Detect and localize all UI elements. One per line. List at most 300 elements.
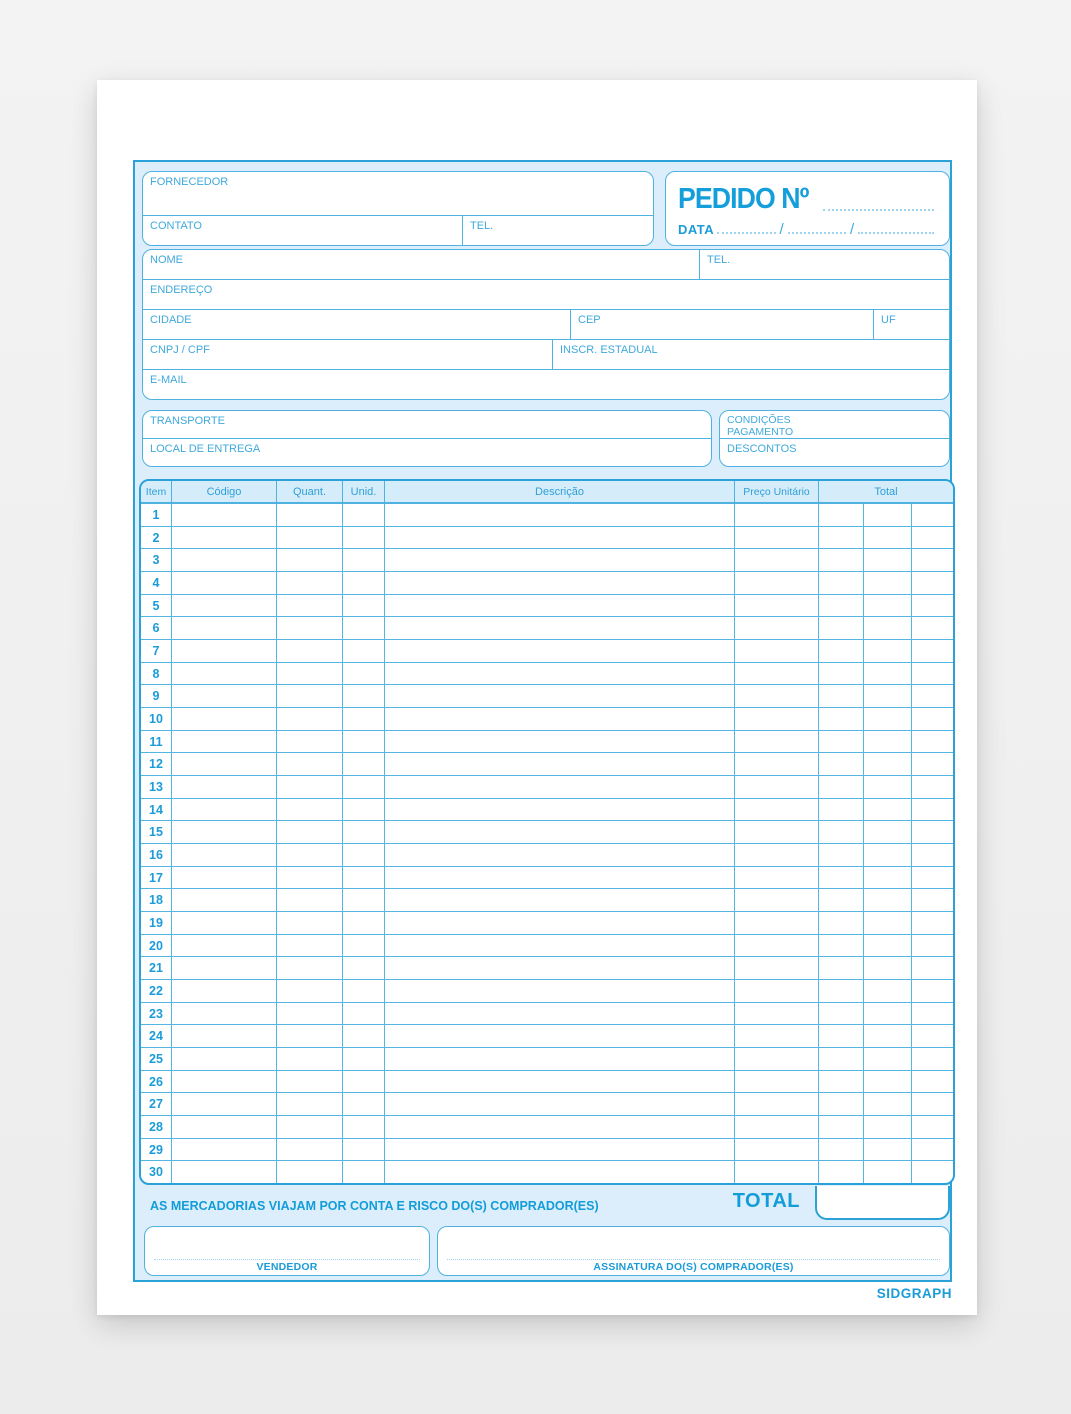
- cnpj-cpf-field: [143, 340, 553, 369]
- empty-item-cell: [735, 1071, 819, 1093]
- empty-item-cell: [912, 821, 953, 843]
- row-number-cell: 23: [141, 1003, 172, 1025]
- empty-item-cell: [912, 504, 953, 526]
- empty-item-cell: [385, 844, 735, 866]
- table-row: [141, 980, 953, 1003]
- row-number-cell: 21: [141, 957, 172, 979]
- empty-item-cell: [343, 1048, 385, 1070]
- empty-item-cell: [912, 640, 953, 662]
- empty-item-cell: [819, 731, 864, 753]
- empty-item-cell: [277, 867, 343, 889]
- empty-item-cell: [385, 753, 735, 775]
- empty-item-cell: [277, 776, 343, 798]
- empty-item-cell: [864, 1116, 912, 1138]
- empty-item-cell: [735, 1048, 819, 1070]
- items-table-body: [141, 504, 953, 1183]
- empty-item-cell: [819, 844, 864, 866]
- empty-item-cell: [277, 595, 343, 617]
- empty-item-cell: [385, 572, 735, 594]
- customer-row-5: [143, 370, 949, 399]
- condicoes-line1: CONDIÇÕES: [727, 414, 791, 426]
- empty-item-cell: [343, 1139, 385, 1161]
- row-number-cell: 12: [141, 753, 172, 775]
- empty-item-cell: [864, 980, 912, 1002]
- column-header-codigo: Código: [172, 481, 277, 502]
- empty-item-cell: [343, 572, 385, 594]
- empty-item-cell: [735, 753, 819, 775]
- empty-item-cell: [172, 572, 277, 594]
- empty-item-cell: [172, 731, 277, 753]
- empty-item-cell: [864, 844, 912, 866]
- empty-item-cell: [343, 799, 385, 821]
- column-header-total: Total: [874, 485, 898, 498]
- empty-item-cell: [343, 1025, 385, 1047]
- empty-item-cell: [343, 957, 385, 979]
- table-row: [141, 549, 953, 572]
- table-row: [141, 731, 953, 754]
- empty-item-cell: [819, 549, 864, 571]
- row-number-cell: 19: [141, 912, 172, 934]
- empty-item-cell: [819, 504, 864, 526]
- empty-item-cell: [912, 1093, 953, 1115]
- order-title-row: [678, 178, 937, 214]
- empty-item-cell: [735, 595, 819, 617]
- row-number-cell: 24: [141, 1025, 172, 1047]
- table-row: [141, 1025, 953, 1048]
- empty-item-cell: [819, 1025, 864, 1047]
- date-year-dotted-line: [858, 231, 934, 234]
- empty-item-cell: [912, 844, 953, 866]
- table-row: [141, 1048, 953, 1071]
- table-row: [141, 867, 953, 890]
- empty-item-cell: [385, 617, 735, 639]
- empty-item-cell: [819, 1139, 864, 1161]
- customer-row-2: [143, 280, 949, 310]
- data-label: DATA: [678, 222, 715, 237]
- empty-item-cell: [343, 617, 385, 639]
- empty-item-cell: [385, 957, 735, 979]
- row-number-cell: 8: [141, 663, 172, 685]
- row-number-cell: 16: [141, 844, 172, 866]
- row-number-cell: 9: [141, 685, 172, 707]
- empty-item-cell: [343, 1003, 385, 1025]
- empty-item-cell: [343, 889, 385, 911]
- empty-item-cell: [385, 640, 735, 662]
- empty-item-cell: [864, 708, 912, 730]
- empty-item-cell: [819, 935, 864, 957]
- empty-item-cell: [735, 957, 819, 979]
- row-number-cell: 2: [141, 527, 172, 549]
- row-number-cell: 20: [141, 935, 172, 957]
- empty-item-cell: [819, 572, 864, 594]
- table-row: [141, 1139, 953, 1162]
- empty-item-cell: [735, 549, 819, 571]
- total-label: TOTAL: [732, 1190, 800, 1212]
- vendedor-signature-box: [144, 1226, 430, 1276]
- empty-item-cell: [819, 889, 864, 911]
- empty-item-cell: [912, 867, 953, 889]
- empty-item-cell: [343, 867, 385, 889]
- empty-item-cell: [172, 1025, 277, 1047]
- email-field: [143, 370, 949, 399]
- row-number-cell: 29: [141, 1139, 172, 1161]
- column-header-unid: Unid.: [343, 481, 385, 502]
- empty-item-cell: [172, 912, 277, 934]
- empty-item-cell: [277, 685, 343, 707]
- descontos-label: DESCONTOS: [727, 443, 797, 456]
- empty-item-cell: [343, 504, 385, 526]
- date-month-dotted-line: [788, 231, 846, 234]
- payment-box: [719, 410, 950, 467]
- row-number-cell: 15: [141, 821, 172, 843]
- empty-item-cell: [277, 731, 343, 753]
- empty-item-cell: [343, 663, 385, 685]
- table-row: [141, 912, 953, 935]
- nome-label: NOME: [150, 254, 183, 266]
- condicoes-pagamento-label: [720, 411, 949, 438]
- empty-item-cell: [819, 685, 864, 707]
- empty-item-cell: [735, 708, 819, 730]
- empty-item-cell: [343, 1071, 385, 1093]
- empty-item-cell: [864, 685, 912, 707]
- local-entrega-field: [143, 439, 711, 466]
- table-row: [141, 1161, 953, 1183]
- empty-item-cell: [912, 1071, 953, 1093]
- empty-item-cell: [864, 776, 912, 798]
- empty-item-cell: [277, 663, 343, 685]
- table-row: [141, 640, 953, 663]
- customer-row-4: [143, 340, 949, 370]
- table-row: [141, 572, 953, 595]
- empty-item-cell: [343, 935, 385, 957]
- empty-item-cell: [912, 1116, 953, 1138]
- table-row: [141, 821, 953, 844]
- empty-item-cell: [385, 1003, 735, 1025]
- empty-item-cell: [385, 527, 735, 549]
- descontos-field: [720, 439, 949, 466]
- order-number-box: [665, 171, 950, 246]
- table-row: [141, 617, 953, 640]
- empty-item-cell: [912, 527, 953, 549]
- table-row: [141, 1116, 953, 1139]
- empty-item-cell: [819, 867, 864, 889]
- date-separator: /: [779, 221, 784, 238]
- empty-item-cell: [912, 708, 953, 730]
- empty-item-cell: [735, 1139, 819, 1161]
- empty-item-cell: [912, 753, 953, 775]
- empty-item-cell: [864, 640, 912, 662]
- cep-label: CEP: [578, 314, 601, 326]
- empty-item-cell: [277, 844, 343, 866]
- empty-item-cell: [912, 799, 953, 821]
- order-date-row: [678, 217, 937, 237]
- empty-item-cell: [864, 1048, 912, 1070]
- row-number-cell: 26: [141, 1071, 172, 1093]
- empty-item-cell: [864, 1093, 912, 1115]
- empty-item-cell: [912, 912, 953, 934]
- empty-item-cell: [912, 595, 953, 617]
- empty-item-cell: [172, 1139, 277, 1161]
- empty-item-cell: [819, 1116, 864, 1138]
- contato-field: [143, 216, 463, 245]
- empty-item-cell: [912, 776, 953, 798]
- comprador-signature-line: [447, 1259, 940, 1260]
- column-header-preco-unitario: Preço Unitário: [735, 481, 819, 502]
- empty-item-cell: [912, 935, 953, 957]
- inscr-estadual-field: [553, 340, 949, 369]
- empty-item-cell: [385, 1139, 735, 1161]
- row-number-cell: 30: [141, 1161, 172, 1183]
- fornecedor-label: FORNECEDOR: [150, 176, 229, 188]
- empty-item-cell: [172, 844, 277, 866]
- table-row: [141, 527, 953, 550]
- empty-item-cell: [343, 685, 385, 707]
- empty-item-cell: [912, 617, 953, 639]
- empty-item-cell: [819, 753, 864, 775]
- row-number-cell: 7: [141, 640, 172, 662]
- empty-item-cell: [819, 799, 864, 821]
- empty-item-cell: [819, 776, 864, 798]
- empty-item-cell: [277, 617, 343, 639]
- empty-item-cell: [735, 504, 819, 526]
- empty-item-cell: [343, 640, 385, 662]
- empty-item-cell: [819, 617, 864, 639]
- empty-item-cell: [819, 640, 864, 662]
- empty-item-cell: [864, 595, 912, 617]
- empty-item-cell: [172, 980, 277, 1002]
- empty-item-cell: [277, 1093, 343, 1115]
- cep-field: [571, 310, 874, 339]
- column-header-quant: Quant.: [277, 481, 343, 502]
- customer-tel-field: [700, 250, 949, 279]
- empty-item-cell: [735, 844, 819, 866]
- empty-item-cell: [912, 572, 953, 594]
- uf-label: UF: [881, 314, 896, 326]
- empty-item-cell: [735, 663, 819, 685]
- empty-item-cell: [277, 549, 343, 571]
- table-row: [141, 957, 953, 980]
- items-table: [139, 479, 955, 1185]
- uf-field: [874, 310, 949, 339]
- supplier-tel-label: TEL.: [470, 220, 494, 232]
- empty-item-cell: [277, 1003, 343, 1025]
- empty-item-cell: [277, 1116, 343, 1138]
- empty-item-cell: [343, 1093, 385, 1115]
- empty-item-cell: [172, 1161, 277, 1183]
- order-number-dotted-line: [823, 208, 934, 211]
- table-row: [141, 1003, 953, 1026]
- empty-item-cell: [864, 867, 912, 889]
- empty-item-cell: [172, 663, 277, 685]
- empty-item-cell: [385, 776, 735, 798]
- empty-item-cell: [385, 504, 735, 526]
- table-row: [141, 935, 953, 958]
- empty-item-cell: [819, 663, 864, 685]
- row-number-cell: 25: [141, 1048, 172, 1070]
- empty-item-cell: [277, 912, 343, 934]
- empty-item-cell: [735, 867, 819, 889]
- nome-field: [143, 250, 700, 279]
- empty-item-cell: [864, 663, 912, 685]
- transporte-label: TRANSPORTE: [150, 415, 225, 427]
- table-row: [141, 595, 953, 618]
- empty-item-cell: [912, 731, 953, 753]
- row-number-cell: 14: [141, 799, 172, 821]
- goods-notice-text: AS MERCADORIAS VIAJAM POR CONTA E RISCO DO(S) COMPRADOR(ES): [150, 1199, 599, 1213]
- empty-item-cell: [864, 572, 912, 594]
- empty-item-cell: [735, 640, 819, 662]
- empty-item-cell: [385, 663, 735, 685]
- empty-item-cell: [864, 799, 912, 821]
- empty-item-cell: [277, 935, 343, 957]
- empty-item-cell: [385, 980, 735, 1002]
- empty-item-cell: [172, 821, 277, 843]
- vendedor-signature-line: [154, 1259, 420, 1260]
- transporte-field: [143, 411, 711, 439]
- empty-item-cell: [735, 731, 819, 753]
- empty-item-cell: [172, 549, 277, 571]
- transport-box: [142, 410, 712, 467]
- empty-item-cell: [385, 731, 735, 753]
- row-number-cell: 11: [141, 731, 172, 753]
- empty-item-cell: [912, 980, 953, 1002]
- empty-item-cell: [277, 1071, 343, 1093]
- empty-item-cell: [819, 1071, 864, 1093]
- empty-item-cell: [819, 1161, 864, 1183]
- empty-item-cell: [735, 799, 819, 821]
- table-row: [141, 1071, 953, 1094]
- row-number-cell: 1: [141, 504, 172, 526]
- empty-item-cell: [912, 1003, 953, 1025]
- empty-item-cell: [385, 685, 735, 707]
- empty-item-cell: [819, 821, 864, 843]
- customer-row-1: [143, 250, 949, 280]
- row-number-cell: 6: [141, 617, 172, 639]
- row-number-cell: 17: [141, 867, 172, 889]
- local-entrega-label: LOCAL DE ENTREGA: [150, 443, 261, 455]
- empty-item-cell: [277, 708, 343, 730]
- empty-item-cell: [343, 753, 385, 775]
- cnpj-cpf-label: CNPJ / CPF: [150, 344, 210, 356]
- empty-item-cell: [912, 889, 953, 911]
- table-row: [141, 663, 953, 686]
- empty-item-cell: [277, 1139, 343, 1161]
- column-header-descricao: Descrição: [385, 481, 735, 502]
- empty-item-cell: [819, 957, 864, 979]
- date-day-dotted-line: [717, 231, 775, 234]
- empty-item-cell: [343, 595, 385, 617]
- row-number-cell: 3: [141, 549, 172, 571]
- fornecedor-field: [143, 172, 653, 216]
- empty-item-cell: [172, 753, 277, 775]
- empty-item-cell: [864, 889, 912, 911]
- empty-item-cell: [912, 1048, 953, 1070]
- empty-item-cell: [735, 1025, 819, 1047]
- items-table-header: [141, 481, 953, 504]
- empty-item-cell: [864, 617, 912, 639]
- empty-item-cell: [277, 980, 343, 1002]
- row-number-cell: 18: [141, 889, 172, 911]
- empty-item-cell: [912, 663, 953, 685]
- empty-item-cell: [864, 1003, 912, 1025]
- empty-item-cell: [385, 912, 735, 934]
- empty-item-cell: [735, 617, 819, 639]
- empty-item-cell: [735, 935, 819, 957]
- empty-item-cell: [172, 1048, 277, 1070]
- inscr-estadual-label: INSCR. ESTADUAL: [560, 344, 658, 356]
- empty-item-cell: [277, 753, 343, 775]
- empty-item-cell: [864, 731, 912, 753]
- empty-item-cell: [343, 844, 385, 866]
- empty-item-cell: [385, 708, 735, 730]
- empty-item-cell: [735, 527, 819, 549]
- empty-item-cell: [385, 1161, 735, 1183]
- empty-item-cell: [385, 1093, 735, 1115]
- empty-item-cell: [735, 685, 819, 707]
- empty-item-cell: [819, 1003, 864, 1025]
- order-title: PEDIDO Nº: [678, 183, 809, 215]
- empty-item-cell: [912, 549, 953, 571]
- empty-item-cell: [385, 1048, 735, 1070]
- date-separator: /: [850, 221, 855, 238]
- empty-item-cell: [864, 504, 912, 526]
- empty-item-cell: [735, 980, 819, 1002]
- empty-item-cell: [172, 527, 277, 549]
- empty-item-cell: [277, 799, 343, 821]
- table-row: [141, 799, 953, 822]
- empty-item-cell: [172, 685, 277, 707]
- empty-item-cell: [819, 708, 864, 730]
- endereco-label: ENDEREÇO: [150, 284, 213, 296]
- empty-item-cell: [277, 1025, 343, 1047]
- order-form: [133, 160, 952, 1282]
- empty-item-cell: [385, 1025, 735, 1047]
- supplier-bottom-row: [143, 216, 653, 245]
- table-row: [141, 844, 953, 867]
- empty-item-cell: [277, 572, 343, 594]
- table-row: [141, 753, 953, 776]
- empty-item-cell: [819, 1048, 864, 1070]
- empty-item-cell: [735, 912, 819, 934]
- endereco-field: [143, 280, 949, 309]
- empty-item-cell: [819, 980, 864, 1002]
- empty-item-cell: [819, 595, 864, 617]
- empty-item-cell: [172, 889, 277, 911]
- table-row: [141, 708, 953, 731]
- empty-item-cell: [172, 640, 277, 662]
- condicoes-pagamento-field: [720, 411, 949, 439]
- empty-item-cell: [864, 527, 912, 549]
- empty-item-cell: [343, 549, 385, 571]
- empty-item-cell: [385, 821, 735, 843]
- empty-item-cell: [864, 821, 912, 843]
- empty-item-cell: [172, 957, 277, 979]
- empty-item-cell: [343, 980, 385, 1002]
- empty-item-cell: [819, 912, 864, 934]
- empty-item-cell: [735, 1116, 819, 1138]
- customer-tel-label: TEL.: [707, 254, 731, 266]
- supplier-tel-field: [463, 216, 653, 245]
- empty-item-cell: [912, 685, 953, 707]
- empty-item-cell: [385, 935, 735, 957]
- total-amount-box: [815, 1186, 950, 1220]
- cidade-field: [143, 310, 571, 339]
- empty-item-cell: [912, 1161, 953, 1183]
- condicoes-line2: PAGAMENTO: [727, 426, 794, 439]
- empty-item-cell: [385, 799, 735, 821]
- empty-item-cell: [912, 957, 953, 979]
- empty-item-cell: [864, 935, 912, 957]
